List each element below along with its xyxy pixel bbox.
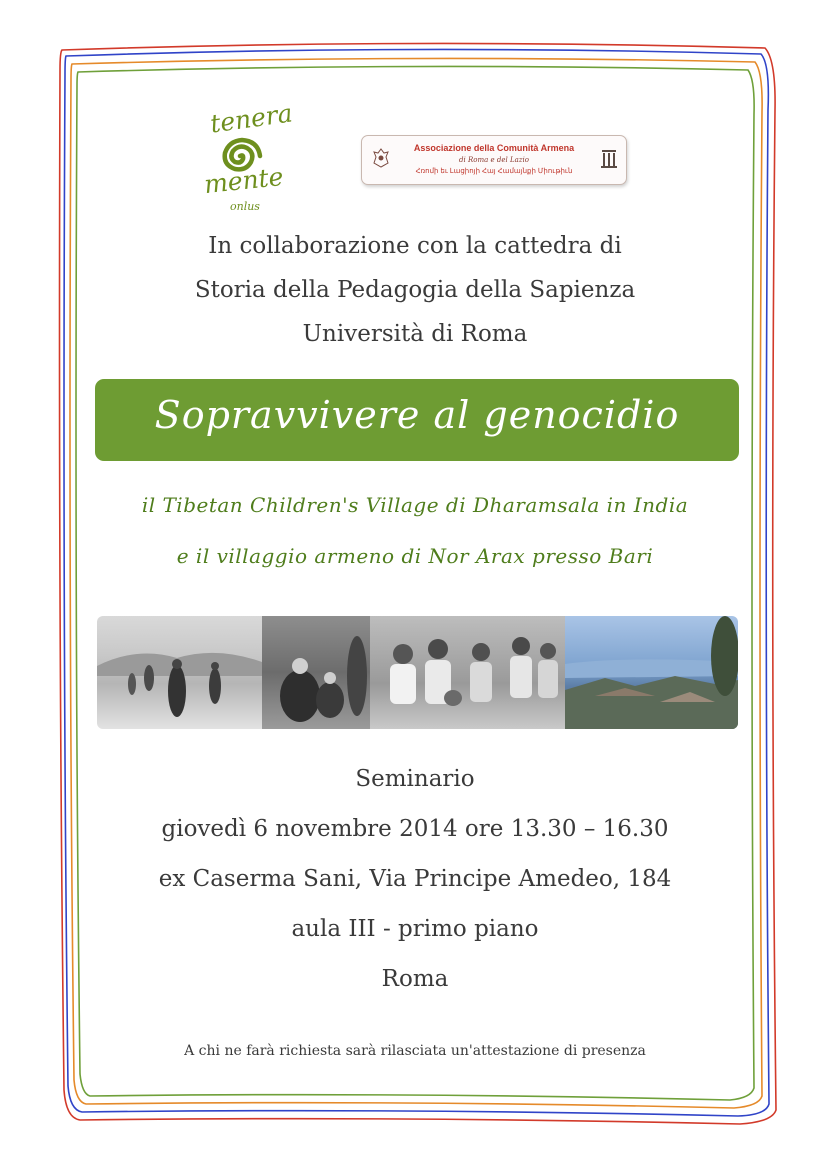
- frame-line-orange: [70, 58, 762, 1108]
- photo-children-village: [370, 616, 565, 729]
- event-type: Seminario: [355, 766, 475, 792]
- logo-word-mente: mente: [202, 161, 285, 200]
- landscape-scene: [565, 616, 738, 729]
- sitting-figures: [262, 616, 370, 729]
- page-title: Sopravvivere al genocidio: [154, 393, 680, 437]
- photo-women-sitting: [262, 616, 370, 729]
- association-region: di Roma e del Lazio: [459, 156, 529, 164]
- intro-line-2: Storia della Pedagogia della Sapienza: [194, 277, 636, 303]
- frame-line-red: [60, 43, 777, 1124]
- event-address: ex Caserma Sani, Via Principe Amedeo, 184: [158, 866, 672, 892]
- frame-line-green: [76, 66, 754, 1100]
- photo-dharamsala-landscape: [565, 616, 738, 729]
- association-name: Associazione della Comunità Armena: [413, 143, 575, 153]
- temple-ruins-icon: [600, 147, 618, 169]
- subtitle-line-2: e il villaggio armeno di Nor Arax presso Bari: [176, 544, 654, 568]
- logo-word-tenera: tenera: [208, 98, 295, 139]
- association-armenian-name: Հռոմի եւ Լացիոյի Հայ Համայնքի Միութիւն: [415, 168, 573, 175]
- logo-word-onlus: onlus: [230, 200, 260, 213]
- refugees-figures: [97, 616, 262, 729]
- intro-line-1: In collaborazione con la cattedra di: [208, 233, 622, 259]
- event-city: Roma: [381, 966, 449, 992]
- photo-refugees-walking: [97, 616, 262, 729]
- intro-line-3: Università di Roma: [302, 321, 528, 347]
- frame-line-blue: [64, 49, 769, 1116]
- photo-strip: [97, 616, 738, 729]
- title-banner: [95, 379, 739, 461]
- subtitle-line-1: il Tibetan Children's Village di Dharamsala in India: [141, 493, 689, 517]
- event-room: aula III - primo piano: [291, 916, 539, 942]
- event-datetime: giovedì 6 novembre 2014 ore 13.30 – 16.30: [161, 816, 669, 842]
- attendance-note: A chi ne farà richiesta sarà rilasciata un'attestazione di presenza: [184, 1043, 646, 1059]
- children-figures: [370, 616, 565, 729]
- tenera-mente-logo: [196, 98, 295, 216]
- armenian-association-logo: [361, 135, 627, 185]
